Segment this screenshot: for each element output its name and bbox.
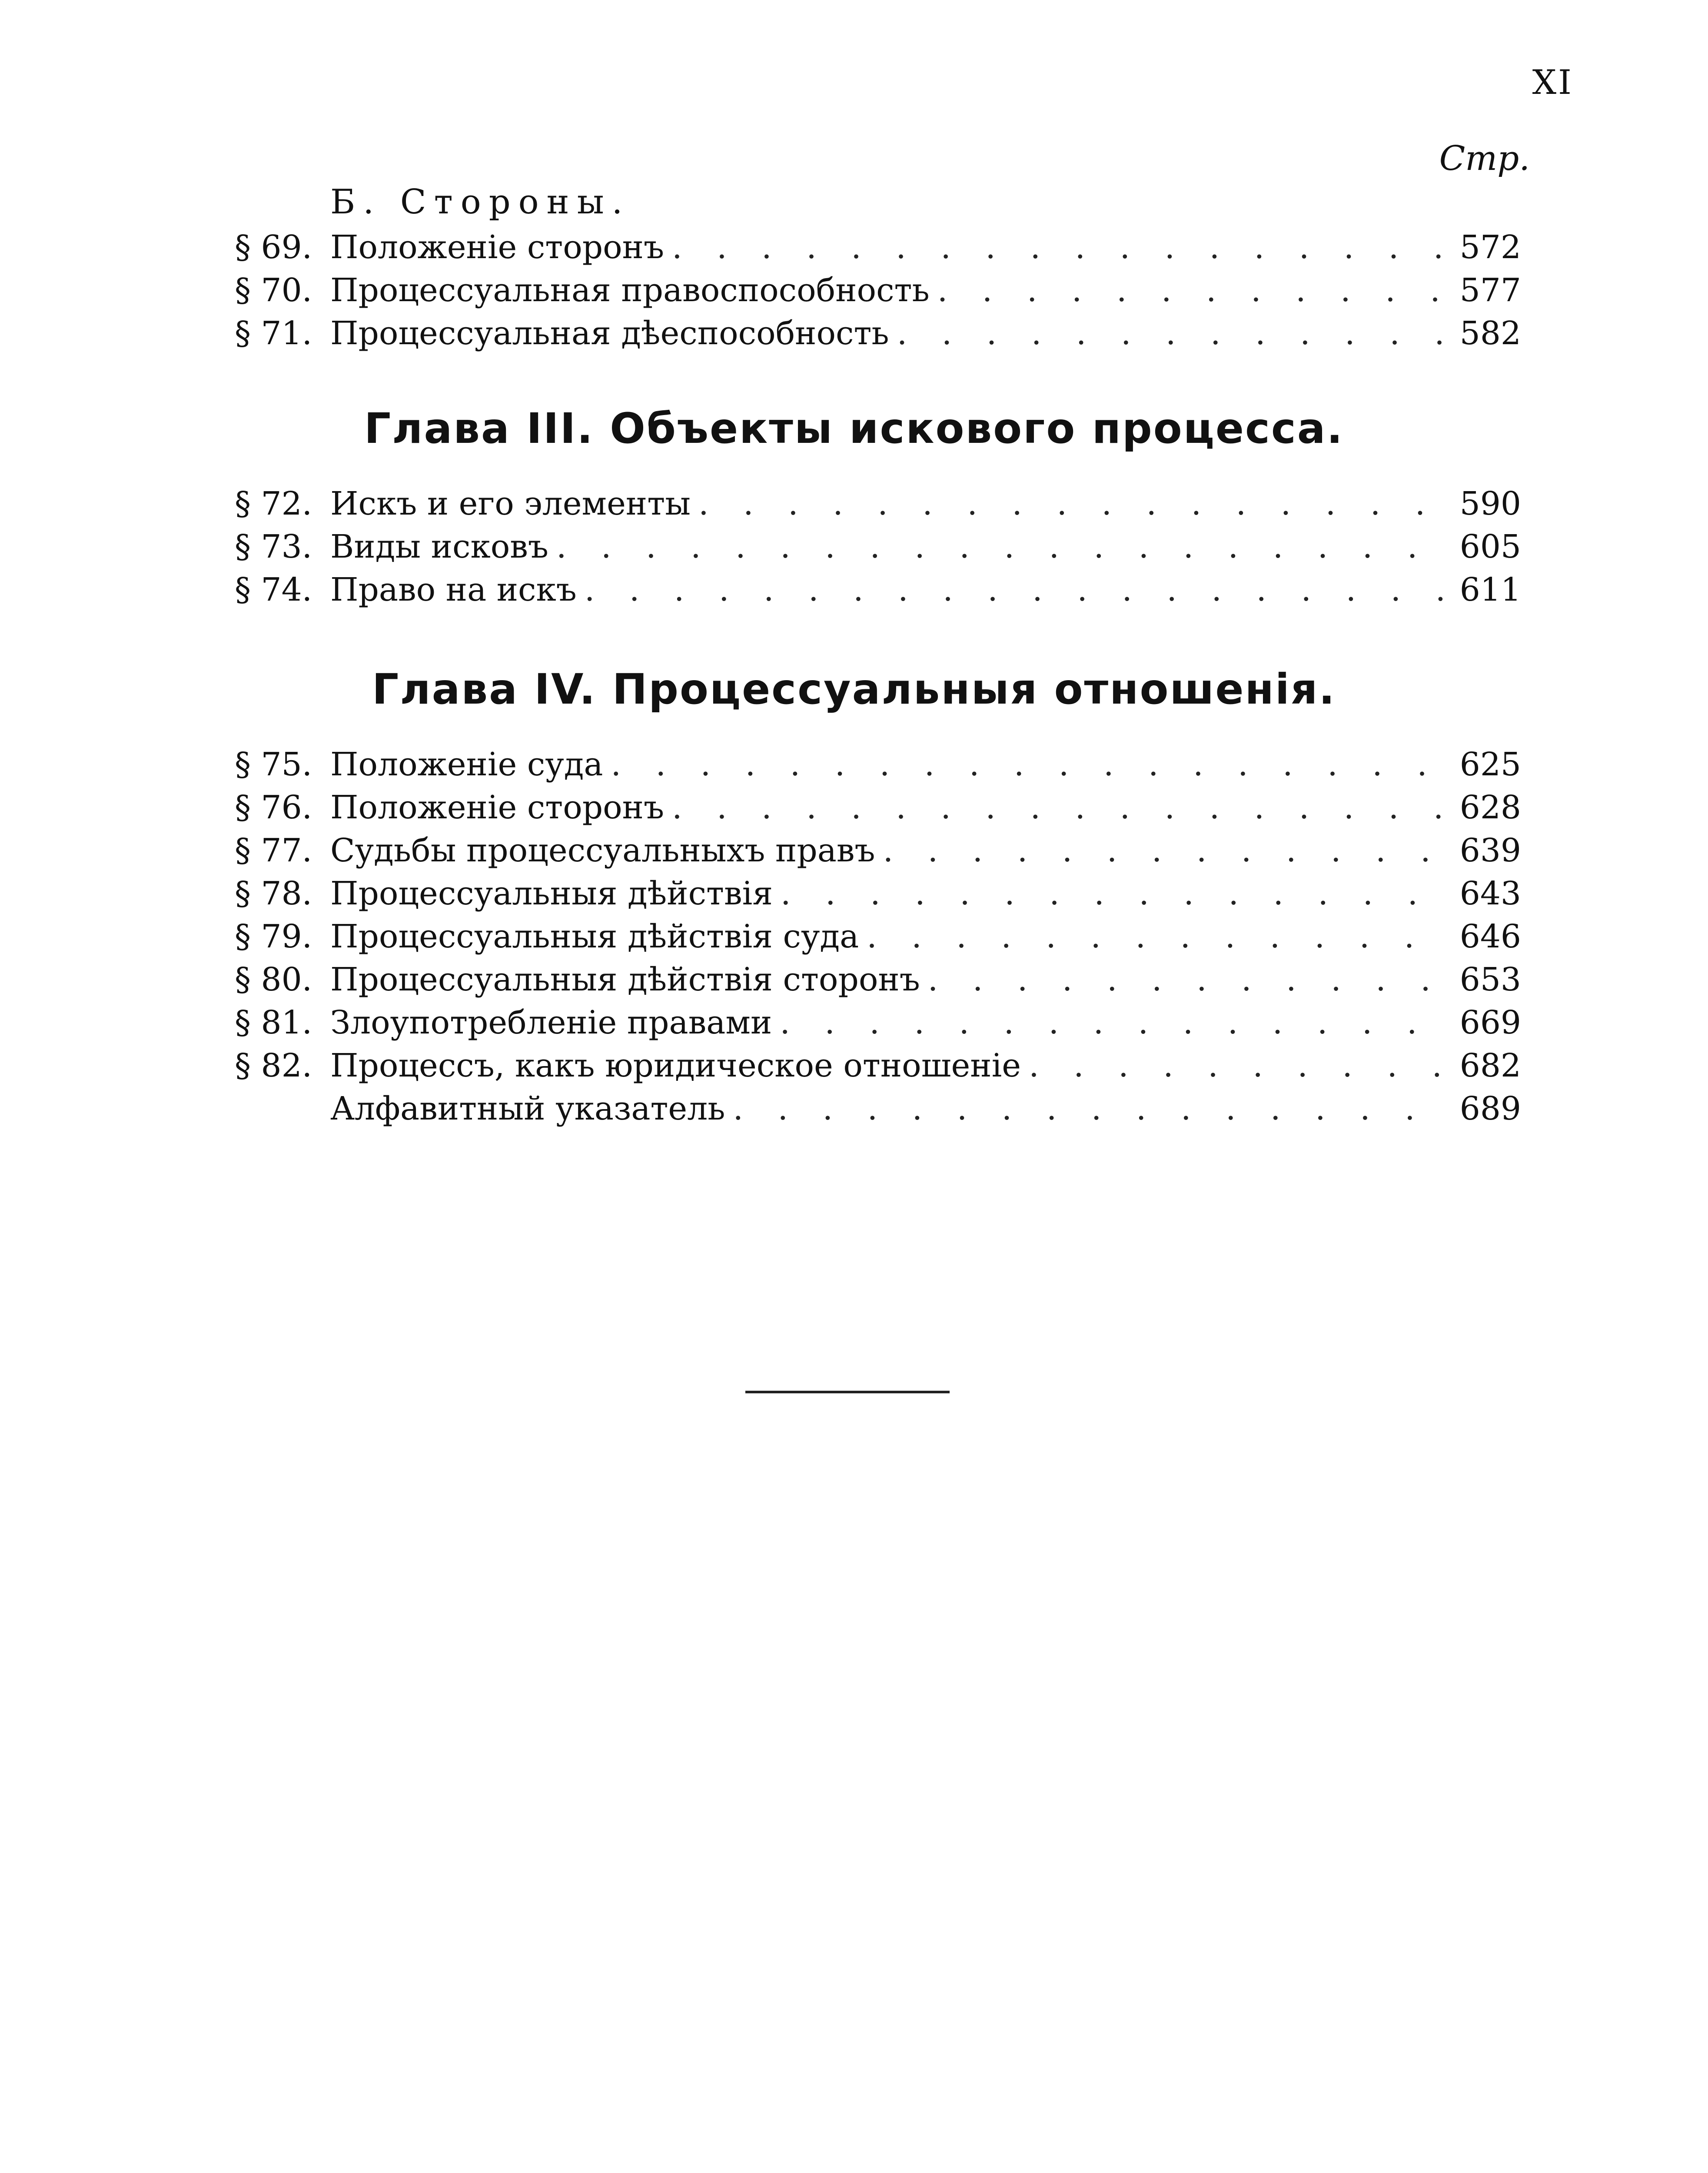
dot-leader bbox=[585, 568, 1448, 611]
toc-entry-page: 577 bbox=[1459, 272, 1521, 309]
toc-entry-title: Процессуальныя дѣйствія bbox=[330, 875, 773, 912]
toc-entry[interactable] bbox=[235, 226, 1521, 269]
toc-entry-title: Процессуальная дѣеспособность bbox=[330, 315, 889, 352]
toc-entry-number: § 80. bbox=[235, 961, 312, 998]
toc-entry[interactable] bbox=[235, 568, 1521, 611]
toc-entry-page: 646 bbox=[1459, 918, 1521, 955]
toc-entry-number: § 70. bbox=[235, 272, 312, 309]
toc-entry-number: § 78. bbox=[235, 875, 312, 912]
dot-leader bbox=[897, 312, 1448, 355]
toc-entry-page: 643 bbox=[1459, 875, 1521, 912]
toc-entry-number: § 74. bbox=[235, 571, 312, 608]
dot-leader bbox=[672, 786, 1448, 829]
toc-entry-title: Злоупотребленіе правами bbox=[330, 1004, 772, 1041]
subsection-title-b: Б. Стороны. bbox=[330, 183, 631, 222]
toc-entry-page: 639 bbox=[1459, 832, 1521, 869]
dot-leader bbox=[556, 525, 1448, 568]
toc-entry-title: Право на искъ bbox=[330, 571, 577, 608]
toc-chapter-4 bbox=[235, 743, 1521, 1130]
dot-leader bbox=[928, 958, 1448, 1001]
toc-entry-number: § 73. bbox=[235, 528, 312, 565]
toc-entry[interactable] bbox=[235, 958, 1521, 1001]
toc-entry-page: 689 bbox=[1459, 1090, 1521, 1127]
toc-entry-number: § 75. bbox=[235, 746, 312, 783]
chapter-4-heading: Глава IV. Процессуальныя отношенія. bbox=[372, 665, 1336, 714]
dot-leader bbox=[781, 872, 1448, 915]
toc-entry-title: Положеніе суда bbox=[330, 746, 603, 783]
toc-entry-number: § 81. bbox=[235, 1004, 312, 1041]
dot-leader bbox=[883, 829, 1448, 872]
dot-leader bbox=[733, 1087, 1449, 1130]
toc-entry[interactable] bbox=[235, 915, 1521, 958]
toc-entry[interactable] bbox=[235, 829, 1521, 872]
toc-entry-title: Процессуальная правоспособность bbox=[330, 272, 930, 309]
dot-leader bbox=[1029, 1044, 1448, 1087]
toc-entry[interactable] bbox=[235, 269, 1521, 312]
dot-leader bbox=[698, 482, 1448, 525]
toc-entry-title: Положеніе сторонъ bbox=[330, 789, 665, 826]
toc-entry-title: Виды исковъ bbox=[330, 528, 548, 565]
dot-leader bbox=[672, 226, 1448, 269]
chapter-3-heading: Глава III. Объекты искового процесса. bbox=[364, 404, 1344, 453]
toc-entry-number: § 77. bbox=[235, 832, 312, 869]
toc-entry-number: § 76. bbox=[235, 789, 312, 826]
toc-entry[interactable] bbox=[235, 1001, 1521, 1044]
toc-entry-number: § 82. bbox=[235, 1047, 312, 1084]
toc-entry-page: 582 bbox=[1459, 315, 1521, 352]
dot-leader bbox=[867, 915, 1448, 958]
page-column-label: Стр. bbox=[1439, 139, 1530, 178]
toc-entry-number: § 72. bbox=[235, 485, 312, 522]
toc-entry-page: 611 bbox=[1459, 571, 1521, 608]
toc-entry[interactable] bbox=[235, 1044, 1521, 1087]
toc-entry-page: 590 bbox=[1459, 485, 1521, 522]
toc-entry-number: § 71. bbox=[235, 315, 312, 352]
toc-entry[interactable] bbox=[235, 786, 1521, 829]
toc-entry-title: Положеніе сторонъ bbox=[330, 229, 665, 266]
page-number: XI bbox=[1532, 63, 1573, 102]
toc-entry[interactable] bbox=[235, 482, 1521, 525]
toc-entry-page: 653 bbox=[1459, 961, 1521, 998]
toc-entry-page: 628 bbox=[1459, 789, 1521, 826]
toc-entry[interactable] bbox=[235, 312, 1521, 355]
toc-chapter-3 bbox=[235, 482, 1521, 611]
toc-entry-page: 625 bbox=[1459, 746, 1521, 783]
toc-entry-index[interactable] bbox=[235, 1087, 1521, 1130]
toc-entry-page: 572 bbox=[1459, 229, 1521, 266]
toc-entry-title: Искъ и его элементы bbox=[330, 485, 691, 522]
dot-leader bbox=[937, 269, 1448, 312]
toc-section-b bbox=[235, 226, 1521, 355]
toc-entry-page: 669 bbox=[1459, 1004, 1521, 1041]
toc-entry[interactable] bbox=[235, 525, 1521, 568]
toc-entry-title: Судьбы процессуальныхъ правъ bbox=[330, 832, 875, 869]
toc-entry-title: Процессуальныя дѣйствія сторонъ bbox=[330, 961, 920, 998]
dot-leader bbox=[780, 1001, 1448, 1044]
toc-entry-title: Процессъ, какъ юридическое отношеніе bbox=[330, 1047, 1021, 1084]
toc-entry-page: 682 bbox=[1459, 1047, 1521, 1084]
toc-entry-title: Алфавитный указатель bbox=[330, 1090, 725, 1127]
toc-entry-number: § 79. bbox=[235, 918, 312, 955]
toc-entry-page: 605 bbox=[1459, 528, 1521, 565]
closing-rule-divider bbox=[745, 1391, 950, 1393]
toc-entry-number: § 69. bbox=[235, 229, 312, 266]
toc-entry[interactable] bbox=[235, 743, 1521, 786]
dot-leader bbox=[611, 743, 1448, 786]
toc-entry-title: Процессуальныя дѣйствія суда bbox=[330, 918, 859, 955]
toc-entry[interactable] bbox=[235, 872, 1521, 915]
